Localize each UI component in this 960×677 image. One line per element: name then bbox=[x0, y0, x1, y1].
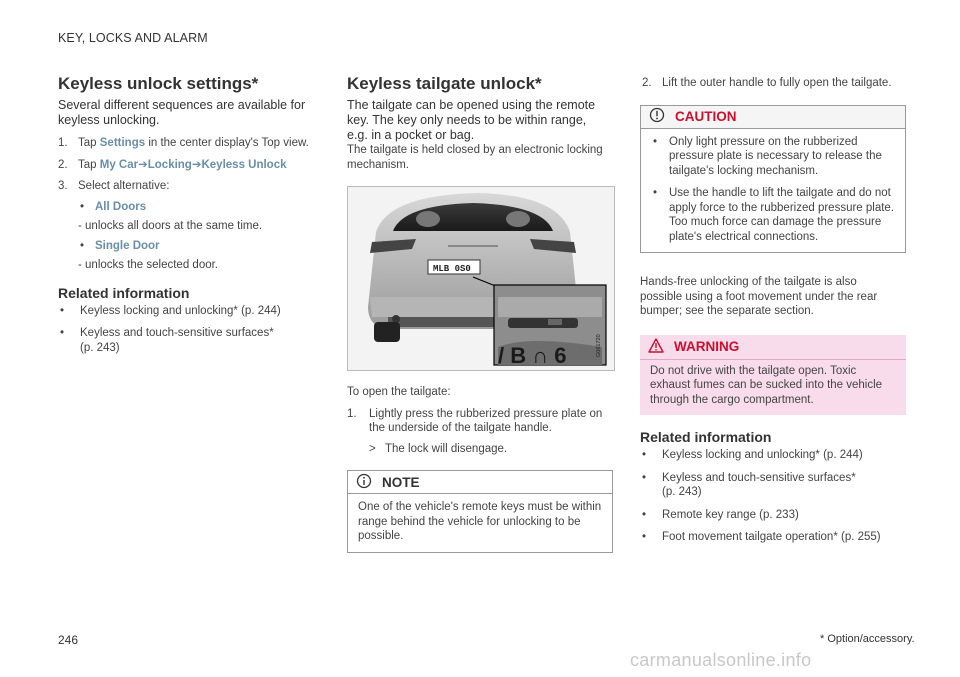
bullet-icon: • bbox=[653, 135, 658, 148]
section-title: Keyless tailgate unlock* bbox=[347, 74, 542, 93]
option-all-doors bbox=[78, 201, 320, 213]
single-door-option[interactable]: Single Door bbox=[95, 240, 160, 252]
warning-box bbox=[640, 335, 906, 416]
option-single-door bbox=[78, 240, 320, 252]
step-3: 3. Select alternative: bbox=[58, 180, 170, 192]
bullet-icon: • bbox=[80, 200, 85, 213]
column-keyless-tailgate-unlock bbox=[347, 74, 615, 553]
bullet-icon: • bbox=[642, 508, 647, 521]
caution-title: CAUTION bbox=[675, 109, 737, 124]
section-header: KEY, LOCKS AND ALARM bbox=[58, 31, 208, 45]
caution-box bbox=[640, 105, 906, 254]
option-description: - unlocks all doors at the same time. bbox=[78, 219, 263, 232]
arrow-right-icon: ➔ bbox=[191, 158, 202, 171]
related-title: Related information bbox=[640, 429, 772, 445]
info-icon bbox=[356, 473, 382, 492]
license-plate-text: MLB 0S0 bbox=[433, 264, 471, 274]
bullet-icon: • bbox=[653, 187, 658, 199]
bullet-icon: • bbox=[642, 531, 647, 543]
warning-icon bbox=[648, 338, 674, 356]
related-link[interactable]: • Keyless locking and unlocking* (p. 244) bbox=[60, 304, 281, 317]
related-link[interactable]: • Keyless and touch-sensitive surfaces* (p. 243) bbox=[642, 471, 856, 498]
column-tailgate-continued bbox=[640, 74, 906, 545]
locking-link[interactable]: Locking bbox=[147, 158, 192, 171]
section-title: Keyless unlock settings* bbox=[58, 74, 259, 93]
step-1: 1. Lightly press the rubberized pressure plate on the underside of the tailgate handle. bbox=[347, 407, 603, 434]
all-doors-option[interactable]: All Doors bbox=[95, 200, 147, 213]
option-description: - unlocks the selected door. bbox=[78, 259, 218, 271]
note-title: NOTE bbox=[382, 474, 420, 490]
step-1: 1. Tap Settings in the center display's Top view. bbox=[58, 137, 309, 149]
related-link[interactable]: • Keyless locking and unlocking* (p. 244) bbox=[642, 449, 863, 461]
keyless-unlock-link[interactable]: Keyless Unlock bbox=[201, 158, 287, 171]
step-2: 2. Tap My Car➔Locking➔Keyless Unlock bbox=[58, 158, 287, 171]
footnote: * Option/accessory. bbox=[820, 633, 915, 645]
open-intro: To open the tailgate: bbox=[347, 386, 451, 398]
result-arrow-icon: > bbox=[369, 442, 376, 455]
step-result: > The lock will disengage. bbox=[369, 442, 508, 455]
body-text: The tailgate is held closed by an electronic locking mechanism. bbox=[347, 144, 603, 171]
warning-title: WARNING bbox=[674, 339, 740, 354]
page-number: 246 bbox=[58, 633, 79, 647]
caution-icon bbox=[649, 107, 675, 126]
note-box bbox=[347, 470, 613, 553]
intro-text: The tailgate can be opened using the remote key. The key only needs to be within range, e.g. in a pocket or bag. bbox=[347, 98, 596, 142]
car-rear-image bbox=[348, 187, 614, 370]
bullet-icon: • bbox=[642, 449, 647, 461]
tailgate-illustration bbox=[347, 186, 615, 371]
note-text: One of the vehicle's remote keys must be within range behind the vehicle for unlocking to be possible. bbox=[358, 501, 602, 542]
arrow-right-icon: ➔ bbox=[138, 158, 148, 171]
related-title: Related information bbox=[58, 284, 190, 301]
bullet-icon: • bbox=[642, 471, 647, 484]
step-2: 2. Lift the outer handle to fully open the tailgate. bbox=[642, 77, 892, 89]
svg-text:/ B ∩ 6: / B ∩ 6 bbox=[498, 343, 567, 368]
caution-item: • Use the handle to lift the tailgate and do not apply force to the rubberized pressure plate. Too much force can damage the pressure plate's electrical connections. bbox=[653, 187, 895, 243]
intro-text: Several different sequences are available for keyless unlocking. bbox=[58, 98, 306, 127]
related-link[interactable]: • Remote key range (p. 233) bbox=[642, 508, 799, 521]
related-link[interactable]: • Keyless and touch-sensitive surfaces* (p. 243) bbox=[60, 327, 274, 354]
watermark: carmanualsonline.info bbox=[630, 650, 812, 670]
my-car-link[interactable]: My Car bbox=[99, 158, 139, 171]
bullet-icon: • bbox=[60, 327, 65, 339]
warning-text: Do not drive with the tailgate open. Toxic exhaust fumes can be sucked into the vehicle through the cargo compartment. bbox=[650, 364, 883, 406]
bullet-icon: • bbox=[80, 240, 85, 252]
column-keyless-unlock-settings bbox=[58, 74, 320, 355]
caution-item: • Only light pressure on the rubberized pressure plate is necessary to release the tailgate's locking mechanism. bbox=[653, 135, 882, 177]
settings-link[interactable]: Settings bbox=[99, 137, 146, 149]
bullet-icon: • bbox=[60, 304, 65, 317]
image-code: G061720 bbox=[596, 334, 602, 357]
related-link[interactable]: • Foot movement tailgate operation* (p. 255) bbox=[642, 531, 881, 543]
handsfree-text: Hands-free unlocking of the tailgate is also possible using a foot movement under the rear bumper; see the separate section. bbox=[640, 276, 878, 317]
